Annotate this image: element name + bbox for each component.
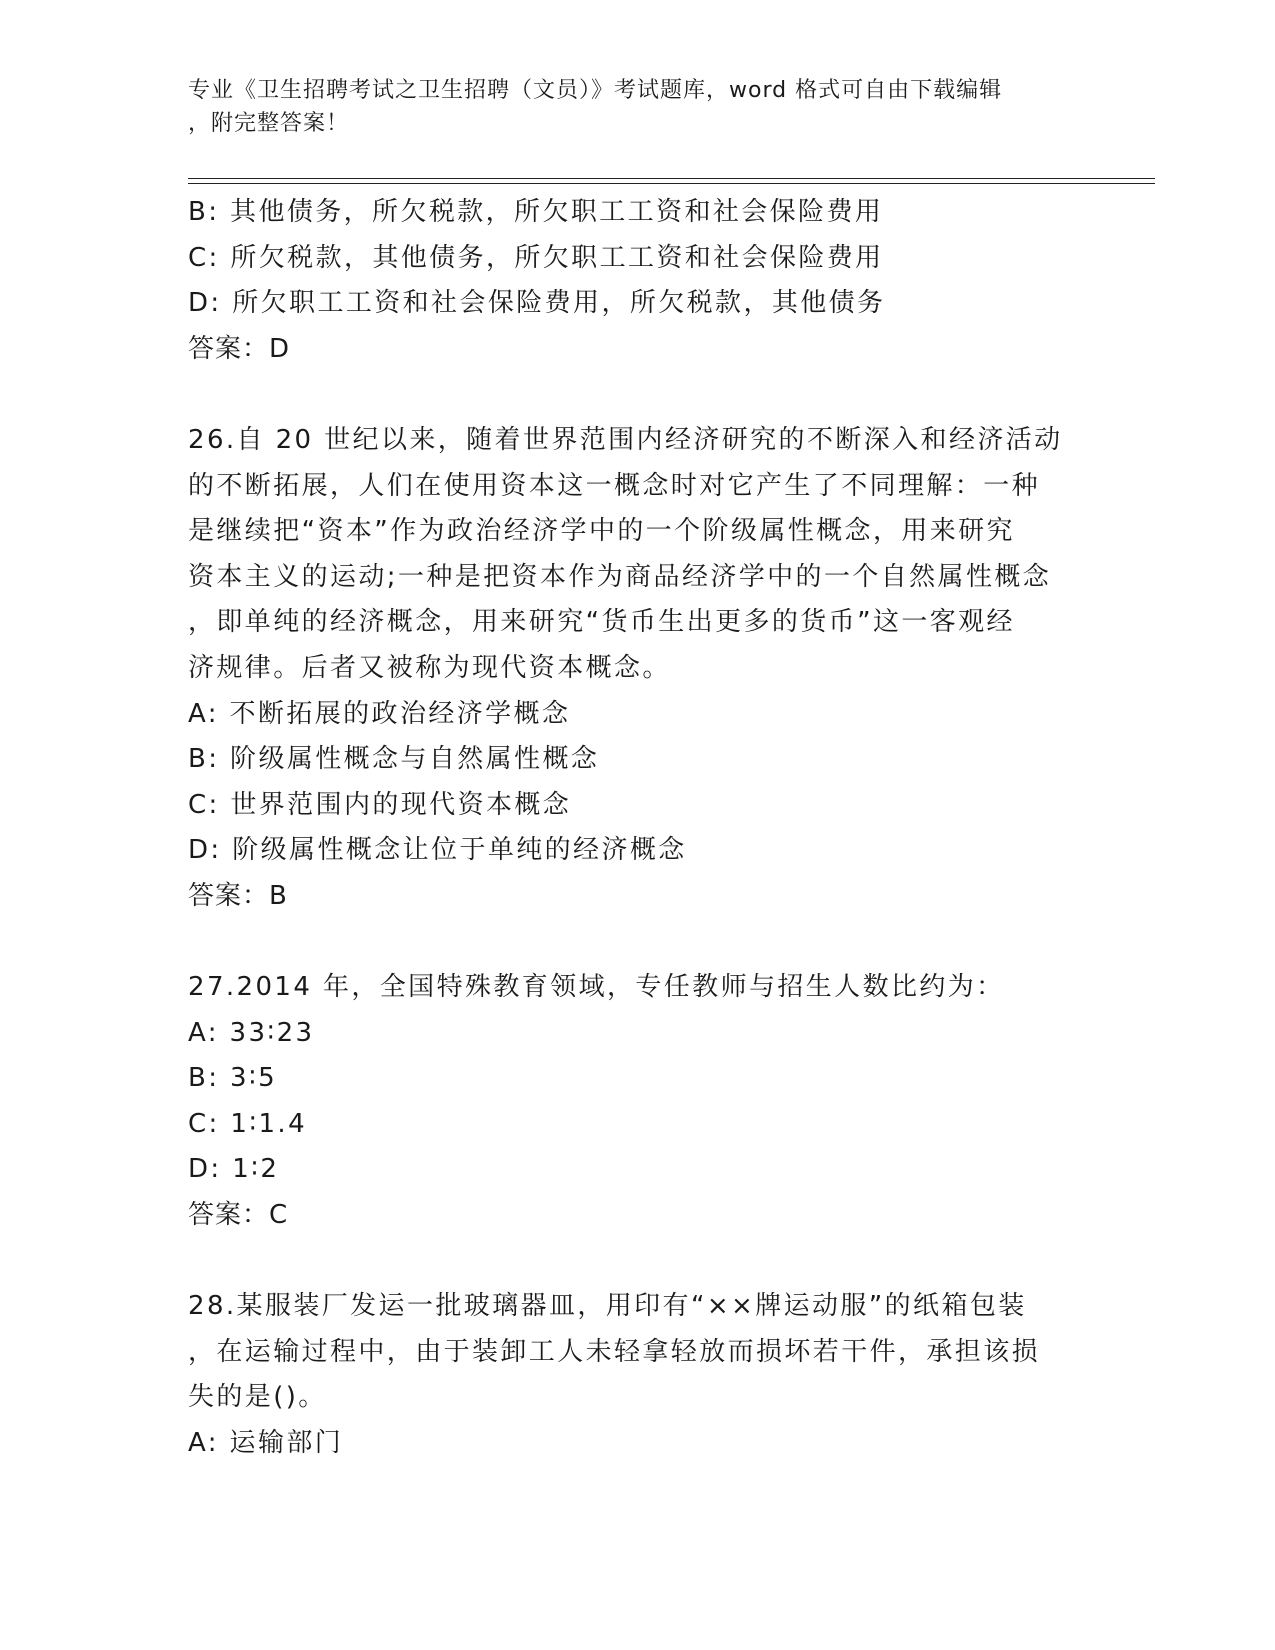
option-c: C: 世界范围内的现代资本概念 <box>188 789 572 820</box>
option-d: D: 1∶2 <box>188 1154 280 1185</box>
question-28 <box>188 1284 1078 1466</box>
answer-line: 答案：C <box>188 1200 289 1231</box>
header-line-2: ，附完整答案！ <box>188 111 350 136</box>
document-body <box>188 190 1078 1467</box>
spacer <box>188 372 1078 418</box>
option-a: A: 33∶23 <box>188 1017 315 1048</box>
document-header <box>188 74 1088 140</box>
option-b: B: 3∶5 <box>188 1063 278 1094</box>
question-25 <box>188 190 1078 372</box>
question-27 <box>188 965 1078 1239</box>
option-b: B: 其他债务，所欠税款，所欠职工工资和社会保险费用 <box>188 197 884 227</box>
option-a: A: 运输部门 <box>188 1428 344 1459</box>
question-stem-line: ，即单纯的经济概念，用来研究“货币生出更多的货币”这一客观经 <box>188 607 1015 638</box>
question-stem-line: 28.某服装厂发运一批玻璃器皿，用印有“××牌运动服”的纸箱包装 <box>188 1291 1027 1322</box>
spacer <box>188 920 1078 966</box>
question-stem-line: ，在运输过程中，由于装卸工人未轻拿轻放而损坏若干件，承担该损 <box>188 1336 1041 1367</box>
question-stem-line: 是继续把“资本”作为政治经济学中的一个阶级属性概念，用来研究 <box>188 516 1015 547</box>
header-line-1: 专业《卫生招聘考试之卫生招聘（文员）》考试题库，word 格式可自由下载编辑 <box>188 78 1003 103</box>
answer-line: 答案：B <box>188 880 288 911</box>
question-stem-line: 的不断拓展，人们在使用资本这一概念时对它产生了不同理解：一种 <box>188 470 1041 501</box>
spacer <box>188 1239 1078 1285</box>
question-stem-line: 26.自 20 世纪以来，随着世界范围内经济研究的不断深入和经济活动 <box>188 424 1063 455</box>
question-stem-line: 资本主义的运动;一种是把资本作为商品经济学中的一个自然属性概念 <box>188 561 1052 592</box>
answer-line: 答案：D <box>188 333 291 364</box>
question-stem-line: 失的是()。 <box>188 1382 327 1413</box>
question-stem-line: 济规律。后者又被称为现代资本概念。 <box>188 652 671 683</box>
option-a: A: 不断拓展的政治经济学概念 <box>188 698 571 729</box>
header-rule-top <box>188 178 1155 179</box>
header-rule-bottom <box>188 183 1155 184</box>
question-26 <box>188 418 1078 920</box>
option-d: D: 阶级属性概念让位于单纯的经济概念 <box>188 835 687 866</box>
option-c: C: 1∶1.4 <box>188 1108 308 1139</box>
question-stem-line: 27.2014 年，全国特殊教育领域，专任教师与招生人数比约为： <box>188 972 1005 1003</box>
option-b: B: 阶级属性概念与自然属性概念 <box>188 744 600 775</box>
option-c: C: 所欠税款，其他债务，所欠职工工资和社会保险费用 <box>188 242 884 273</box>
option-d: D: 所欠职工工资和社会保险费用，所欠税款，其他债务 <box>188 288 886 319</box>
